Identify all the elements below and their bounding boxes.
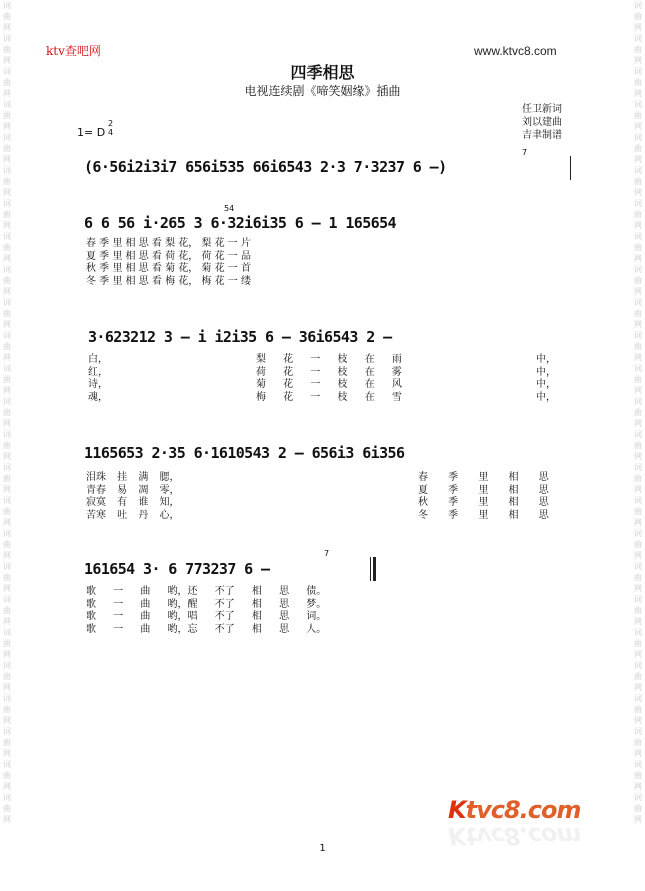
watermark-char: 曲 [634,540,642,549]
watermark-char: 曲 [634,12,642,21]
lyric-verse-1: 歌 一 曲 哟，还 不了 相 思 债。 [86,586,327,597]
watermark-char: 网 [634,518,642,527]
watermark-char: 曲 [3,507,11,516]
watermark-char: 词 [3,430,11,439]
watermark-char: 词 [634,760,642,769]
system-2-notes: 6 6 56 i·265 3 6·32i6i35 6 — 1 165654 [84,214,396,232]
watermark-char: 词 [634,331,642,340]
watermark-char: 网 [634,89,642,98]
watermark-char: 网 [3,749,11,758]
watermark-char: 词 [634,166,642,175]
watermark-char: 曲 [3,573,11,582]
left-watermark-strip [0,0,14,891]
watermark-char: 词 [634,232,642,241]
watermark-char: 词 [3,760,11,769]
lyric-verse-2: 夏 季 里 相 思 看 荷 花， 荷 花 一 品 [86,250,251,262]
lyric-verse-1: 梨 花 一 枝 在 雨 [256,354,402,365]
watermark-char: 曲 [3,639,11,648]
logo-k: K [448,796,466,824]
watermark-char: 词 [634,199,642,208]
watermark-char: 曲 [634,342,642,351]
watermark-char: 曲 [634,78,642,87]
watermark-char: 词 [3,166,11,175]
watermark-char: 词 [3,364,11,373]
watermark-char: 曲 [634,276,642,285]
watermark-char: 词 [634,529,642,538]
watermark-char: 网 [3,89,11,98]
watermark-char: 词 [3,67,11,76]
system-3-lyrics-left [88,354,108,404]
watermark-char: 词 [3,232,11,241]
watermark-char: 曲 [634,375,642,384]
watermark-char: 词 [3,199,11,208]
watermark-char: 词 [3,133,11,142]
watermark-char: 曲 [3,474,11,483]
watermark-char: 曲 [634,144,642,153]
watermark-char: 词 [3,298,11,307]
meter-top: 2 [108,119,114,128]
system-3-notes: 3·623212 3 — i i2i35 6 — 36i6543 2 — [88,328,392,346]
system-2-lyrics [86,238,251,288]
watermark-char: 曲 [3,243,11,252]
lyric-verse-3: 歌 一 曲 哟，唱 不了 相 思 词。 [86,611,327,622]
system-4-notes: 1165653 2·35 6·1610543 2 — 656i3 6i356 [84,444,405,462]
watermark-char: 网 [3,782,11,791]
brand-logo-text: ktv查吧网 [46,44,101,58]
watermark-char: 网 [634,386,642,395]
lyric-verse-1: 泪珠 挂 满 腮， [86,472,180,483]
logo-rest: tvc8.com [465,796,581,824]
ktvc8-logo [448,796,581,824]
system-1-notes: (6·56i2i3i7 656i535 66i6543 2·3 7·3237 6 —) [84,158,447,176]
watermark-char: 词 [634,34,642,43]
watermark-char: 曲 [3,12,11,21]
final-barline-thin [370,557,371,581]
lyric-verse-2: 荷 花 一 枝 在 雾 [256,366,402,378]
watermark-char: 曲 [3,177,11,186]
watermark-char: 词 [3,1,11,10]
watermark-char: 词 [634,265,642,274]
lyric-verse-3: 秋 季 里 相 思 [418,497,549,508]
watermark-char: 网 [3,815,11,824]
watermark-char: 词 [3,727,11,736]
watermark-char: 网 [634,584,642,593]
watermark-char: 词 [634,727,642,736]
lyric-verse-2: 歌 一 曲 哟，醒 不了 相 思 梦。 [86,598,327,610]
watermark-char: 网 [3,386,11,395]
watermark-char: 网 [634,287,642,296]
watermark-char: 网 [634,749,642,758]
lyric-verse-2: 夏 季 里 相 思 [418,484,549,496]
watermark-char: 网 [634,452,642,461]
watermark-char: 网 [634,23,642,32]
watermark-char: 网 [634,155,642,164]
lyric-verse-4: 冬 季 里 相 思 [418,509,549,521]
watermark-char: 网 [634,551,642,560]
lyricist-credit: 任卫新词 [522,104,562,115]
watermark-char: 网 [634,485,642,494]
lyric-verse-2: 中， [536,366,556,378]
watermark-char: 曲 [3,309,11,318]
watermark-char: 网 [634,617,642,626]
watermark-char: 网 [634,683,642,692]
watermark-char: 词 [634,430,642,439]
page-number: 1 [319,843,326,854]
watermark-char: 曲 [634,507,642,516]
watermark-char: 曲 [634,639,642,648]
system-5-lyrics [86,586,326,636]
watermark-char: 网 [634,56,642,65]
system-4-lyrics-right [418,472,549,522]
key-signature: 1= D [77,126,106,139]
lyric-verse-1: 春 季 里 相 思 看 梨 花， 梨 花 一 片 [86,238,251,249]
watermark-char: 曲 [3,705,11,714]
watermark-char: 网 [634,254,642,263]
lyric-verse-4: 中， [536,391,556,403]
time-signature [108,119,113,137]
watermark-char: 曲 [634,177,642,186]
watermark-char: 曲 [634,606,642,615]
watermark-char: 网 [3,320,11,329]
watermark-char: 网 [3,254,11,263]
watermark-char: 网 [3,617,11,626]
meter-bottom: 4 [108,128,114,137]
watermark-char: 词 [634,562,642,571]
right-watermark-strip [631,0,645,891]
watermark-char: 词 [634,133,642,142]
watermark-char: 网 [3,122,11,131]
watermark-char: 曲 [3,672,11,681]
watermark-char: 词 [3,331,11,340]
watermark-char: 词 [3,793,11,802]
watermark-char: 词 [3,397,11,406]
watermark-char: 词 [3,100,11,109]
grace-note: 54 [224,204,235,213]
watermark-char: 网 [634,122,642,131]
system-3-lyrics-mid [256,354,402,404]
watermark-char: 词 [634,397,642,406]
watermark-char: 网 [634,650,642,659]
watermark-char: 网 [3,353,11,362]
lyric-verse-3: 诗， [88,379,108,390]
watermark-char: 词 [634,298,642,307]
watermark-char: 曲 [3,540,11,549]
watermark-char: 网 [634,221,642,230]
system-3-lyrics-right [536,354,556,404]
lyric-verse-4: 苦寒 吐 丹 心， [86,509,180,521]
watermark-char: 网 [3,287,11,296]
watermark-char: 词 [634,628,642,637]
watermark-char: 词 [634,496,642,505]
watermark-char: 网 [3,56,11,65]
watermark-char: 网 [3,188,11,197]
lyric-verse-4: 冬 季 里 相 思 看 梅 花， 梅 花 一 缕 [86,275,251,287]
grace-note: 7 [324,549,330,558]
watermark-char: 词 [3,463,11,472]
watermark-char: 网 [3,650,11,659]
watermark-char: 曲 [634,210,642,219]
watermark-char: 词 [634,463,642,472]
watermark-char: 词 [634,1,642,10]
watermark-char: 曲 [634,672,642,681]
watermark-char: 曲 [3,738,11,747]
ktvc8-logo-reflection: Ktvc8.com [448,822,581,850]
barline [570,156,571,180]
watermark-char: 曲 [634,441,642,450]
watermark-char: 曲 [3,771,11,780]
watermark-char: 网 [634,320,642,329]
lyric-verse-4: 梅 花 一 枝 在 雪 [256,391,402,403]
watermark-char: 曲 [3,804,11,813]
lyric-verse-1: 春 季 里 相 思 [418,472,549,483]
watermark-char: 词 [634,595,642,604]
lyric-verse-3: 秋 季 里 相 思 看 菊 花， 菊 花 一 首 [86,263,251,274]
watermark-char: 网 [3,23,11,32]
lyric-verse-3: 寂寞 有 谁 知， [86,497,180,508]
watermark-char: 曲 [634,474,642,483]
watermark-char: 词 [3,562,11,571]
song-title: 四季相思 [290,63,355,82]
transcriber-credit: 吉聿制谱 [522,130,562,141]
watermark-char: 网 [3,485,11,494]
lyric-verse-1: 中， [536,354,556,365]
watermark-char: 网 [3,155,11,164]
lyric-verse-4: 魂， [88,391,108,403]
watermark-char: 曲 [3,276,11,285]
system-5-notes: 161654 3· 6 773237 6 — [84,560,270,578]
watermark-char: 网 [3,518,11,527]
final-barline-thick [373,557,376,581]
system-4-lyrics-left [86,472,180,522]
watermark-char: 曲 [3,78,11,87]
watermark-char: 网 [634,815,642,824]
watermark-char: 曲 [3,408,11,417]
watermark-char: 曲 [3,111,11,120]
watermark-char: 词 [634,694,642,703]
watermark-char: 词 [3,34,11,43]
watermark-char: 曲 [3,441,11,450]
watermark-char: 网 [634,782,642,791]
watermark-char: 曲 [3,375,11,384]
watermark-char: 曲 [634,111,642,120]
watermark-char: 词 [634,793,642,802]
watermark-char: 网 [3,452,11,461]
watermark-char: 曲 [634,804,642,813]
watermark-char: 词 [634,364,642,373]
lyric-verse-2: 青春 易 凋 零， [86,484,180,496]
lyric-verse-4: 歌 一 曲 哟，忘 不了 相 思 人。 [86,623,327,635]
watermark-char: 曲 [634,573,642,582]
lyric-verse-3: 菊 花 一 枝 在 风 [256,379,402,390]
watermark-char: 曲 [3,45,11,54]
watermark-char: 网 [3,419,11,428]
watermark-char: 曲 [3,210,11,219]
watermark-char: 词 [3,628,11,637]
watermark-char: 网 [634,419,642,428]
watermark-char: 曲 [3,606,11,615]
lyric-verse-2: 红， [88,366,108,378]
watermark-char: 网 [3,584,11,593]
watermark-char: 网 [634,188,642,197]
watermark-char: 词 [3,661,11,670]
watermark-char: 词 [3,694,11,703]
watermark-char: 网 [3,716,11,725]
watermark-char: 曲 [634,243,642,252]
watermark-char: 词 [3,265,11,274]
composer-credit: 刘以建曲 [522,117,562,128]
watermark-char: 曲 [3,342,11,351]
lyric-verse-3: 中， [536,379,556,390]
watermark-char: 曲 [634,705,642,714]
watermark-char: 曲 [634,738,642,747]
watermark-char: 词 [634,67,642,76]
watermark-char: 网 [634,353,642,362]
watermark-char: 曲 [634,45,642,54]
watermark-char: 曲 [634,771,642,780]
watermark-char: 曲 [634,309,642,318]
watermark-char: 词 [3,595,11,604]
grace-note: 7 [522,148,528,157]
song-subtitle: 电视连续剧《啼笑姻缘》插曲 [244,84,401,98]
watermark-char: 网 [3,221,11,230]
watermark-char: 网 [3,551,11,560]
watermark-char: 词 [3,496,11,505]
watermark-char: 词 [634,661,642,670]
watermark-char: 网 [3,683,11,692]
site-url: www.ktvc8.com [474,44,557,58]
watermark-char: 曲 [3,144,11,153]
watermark-char: 网 [634,716,642,725]
watermark-char: 词 [3,529,11,538]
lyric-verse-1: 白， [88,354,108,365]
watermark-char: 词 [634,100,642,109]
watermark-char: 曲 [634,408,642,417]
